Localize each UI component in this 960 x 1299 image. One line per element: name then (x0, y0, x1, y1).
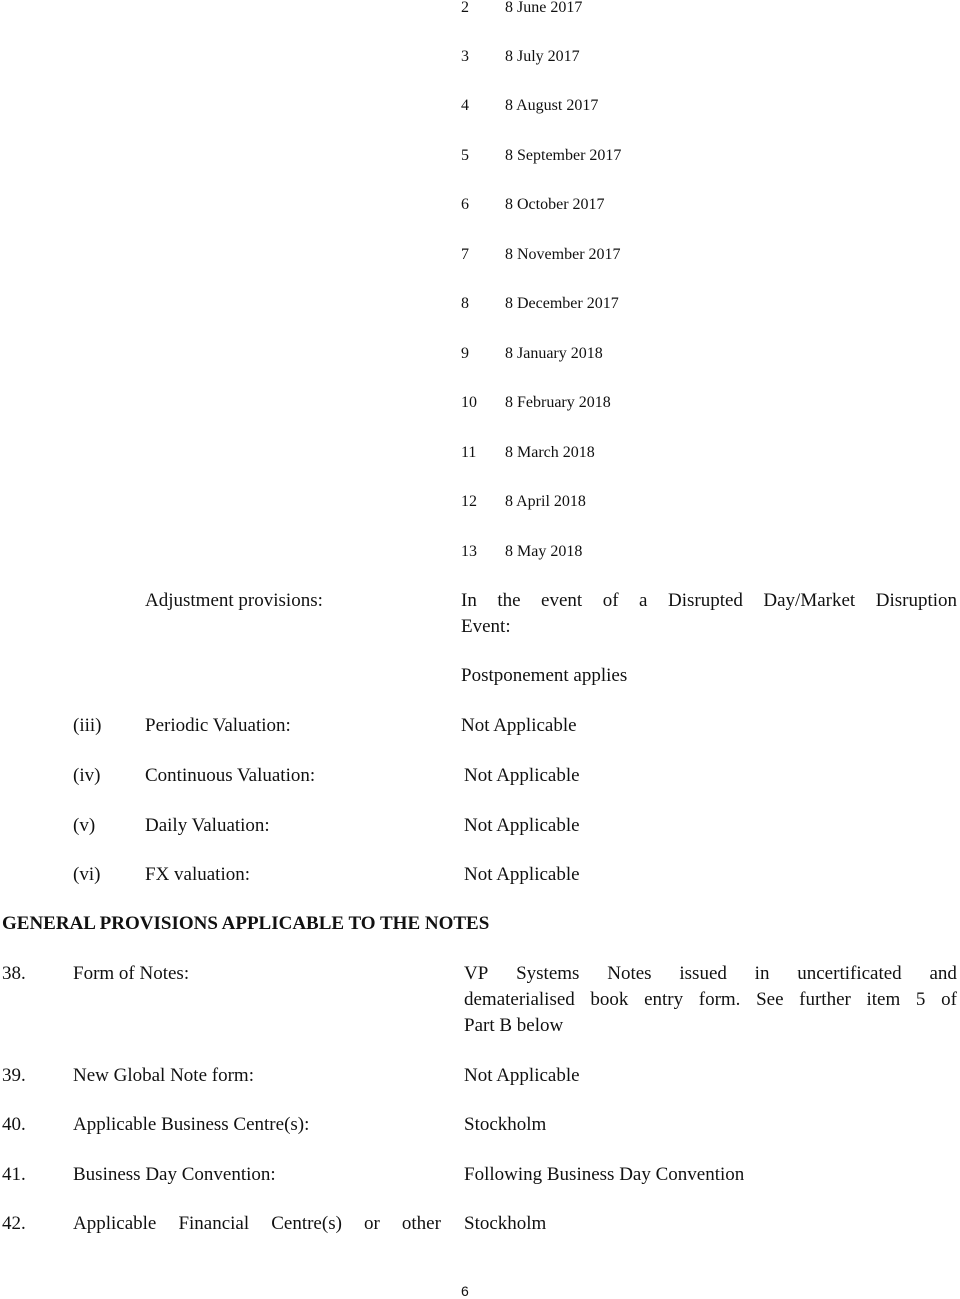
schedule-number: 12 (461, 493, 477, 510)
schedule-number: 11 (461, 444, 477, 461)
word: a (639, 590, 648, 611)
word: in (754, 963, 770, 984)
schedule-number: 5 (461, 147, 469, 164)
word: Applicable (73, 1213, 157, 1234)
schedule-number: 8 (461, 295, 469, 312)
item-value-line (464, 964, 957, 983)
item-label: New Global Note form: (73, 1065, 254, 1086)
word: Systems (516, 963, 580, 984)
schedule-date: 8 January 2018 (505, 345, 603, 362)
schedule-number: 13 (461, 543, 477, 560)
item-value: Stockholm (464, 1114, 547, 1135)
schedule-date: 8 February 2018 (505, 394, 611, 411)
item-number: 40. (2, 1114, 26, 1135)
schedule-date: 8 July 2017 (505, 48, 580, 65)
word: event (541, 590, 583, 611)
word: Disruption (875, 590, 957, 611)
valuation-label: Periodic Valuation: (145, 715, 291, 736)
word: uncertificated (797, 963, 902, 984)
schedule-date: 8 March 2018 (505, 444, 595, 461)
adjustment-postponement: Postponement applies (461, 665, 628, 686)
item-number: 41. (2, 1164, 26, 1185)
word: Financial (178, 1213, 250, 1234)
item-number: 42. (2, 1213, 26, 1234)
item-value-line (464, 990, 957, 1009)
item-label: Business Day Convention: (73, 1164, 276, 1185)
word: and (929, 963, 957, 984)
schedule-date: 8 June 2017 (505, 0, 583, 16)
schedule-date: 8 May 2018 (505, 543, 583, 560)
valuation-value: Not Applicable (461, 715, 577, 736)
schedule-number: 3 (461, 48, 469, 65)
page-number: 6 (461, 1283, 469, 1299)
word: further (799, 989, 851, 1010)
word: In (461, 590, 477, 611)
schedule-number: 6 (461, 196, 469, 213)
item-number: 38. (2, 963, 26, 984)
adjustment-text-line (461, 591, 957, 610)
word: Disrupted (667, 590, 743, 611)
schedule-number: 7 (461, 246, 469, 263)
item-value: Not Applicable (464, 1065, 580, 1086)
item-value: Stockholm (464, 1213, 547, 1234)
item-value-line3: Part B below (464, 1015, 564, 1036)
item-label: Form of Notes: (73, 963, 190, 984)
word: book (590, 989, 629, 1010)
valuation-number: (iv) (73, 765, 101, 786)
valuation-number: (iii) (73, 715, 102, 736)
word: the (497, 590, 521, 611)
word: Day/Market (763, 590, 856, 611)
adjustment-text-line2: Event: (461, 616, 511, 637)
adjustment-label: Adjustment provisions: (145, 590, 323, 611)
word: other (401, 1213, 441, 1234)
schedule-number: 4 (461, 97, 469, 114)
word: item (866, 989, 901, 1010)
schedule-number: 9 (461, 345, 469, 362)
word: of (602, 590, 619, 611)
valuation-number: (vi) (73, 864, 101, 885)
schedule-date: 8 October 2017 (505, 196, 605, 213)
word: Notes (607, 963, 652, 984)
schedule-date: 8 August 2017 (505, 97, 599, 114)
valuation-value: Not Applicable (464, 864, 580, 885)
word: Centre(s) (271, 1213, 342, 1234)
section-heading: GENERAL PROVISIONS APPLICABLE TO THE NOTES (2, 913, 490, 934)
schedule-date: 8 April 2018 (505, 493, 586, 510)
schedule-number: 10 (461, 394, 477, 411)
schedule-date: 8 December 2017 (505, 295, 619, 312)
valuation-label: Continuous Valuation: (145, 765, 316, 786)
valuation-value: Not Applicable (464, 765, 580, 786)
schedule-number: 2 (461, 0, 469, 16)
item-value: Following Business Day Convention (464, 1164, 745, 1185)
word: form. (698, 989, 741, 1010)
valuation-label: Daily Valuation: (145, 815, 270, 836)
valuation-label: FX valuation: (145, 864, 251, 885)
word: of (941, 989, 957, 1010)
valuation-number: (v) (73, 815, 96, 836)
word: issued (679, 963, 727, 984)
word: 5 (915, 989, 926, 1010)
word: entry (644, 989, 684, 1010)
item-label: Applicable Business Centre(s): (73, 1114, 310, 1135)
schedule-date: 8 November 2017 (505, 246, 621, 263)
schedule-date: 8 September 2017 (505, 147, 622, 164)
item-label-line (73, 1214, 441, 1233)
word: dematerialised (464, 989, 575, 1010)
valuation-value: Not Applicable (464, 815, 580, 836)
word: or (364, 1213, 380, 1234)
word: VP (464, 963, 489, 984)
item-number: 39. (2, 1065, 26, 1086)
word: See (756, 989, 784, 1010)
